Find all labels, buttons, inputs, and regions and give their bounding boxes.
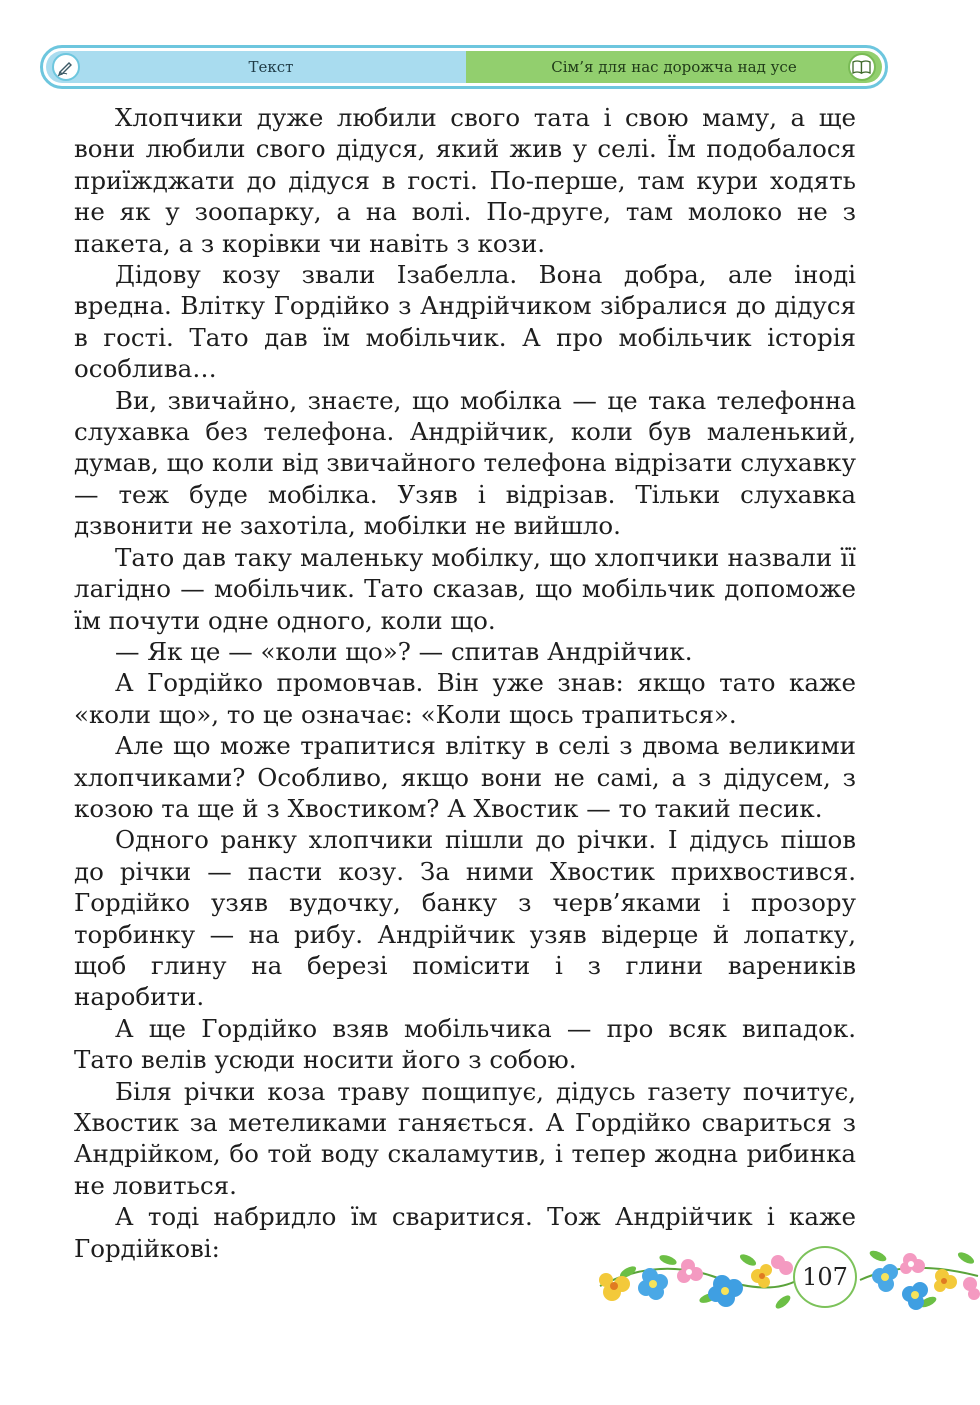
paragraph: А Гордійко промовчав. Він уже знав: якщо тато каже «коли що», то це означає: «Коли щось трапиться». — [74, 668, 856, 729]
section-label: Текст — [248, 58, 294, 76]
paragraph: Тато дав таку маленьку мобілку, що хлопчики назвали її лагідно — мобільчик. Тато сказав, що мобільчик допоможе їм почути одне одного, коли що. — [74, 542, 856, 635]
paragraph: Біля річки коза траву пощипує, дідусь газету почитує, Хвостик за метеликами ганяється. А Гордійко свариться з Андрійком, бо той воду скаламутив, і тепер жодна рибинка не ловиться. — [74, 1076, 856, 1200]
book-icon — [848, 53, 876, 81]
paragraph: — Як це — «коли що»? — спитав Андрійчик. — [115, 636, 693, 666]
story-text — [74, 102, 856, 1264]
paragraph: Дідову козу звали Ізабелла. Вона добра, але іноді вредна. Влітку Гордійко з Андрійчиком зібралися до дідуся в гості. Тато дав їм мобільчик. А про мобільчик історія особлива… — [74, 260, 856, 384]
header-chapter-tab — [466, 51, 882, 83]
flower-garland-icon — [598, 1236, 980, 1322]
paragraph: Одного ранку хлопчики пішли до річки. І дідусь пішов до річки — пасти козу. За ними Хвостик прихвостився. Гордійко узяв вудочку, банку з черв’яками і прозору торбинку — на рибу. Андрійчик узяв відерце й лопатку, щоб глину на березі помісити і з глини вареників наробити. — [74, 825, 856, 1012]
paragraph: Хлопчики дуже любили свого тата і свою маму, а ще вони любили свого дідуся, який жив у селі. Їм подобалося приїжджати до дідуся в гості. По-перше, там кури ходять не як у зоопарку, а на волі. По-друге, там молоко не з пакета, а з корівки чи навіть з кози. — [74, 103, 856, 258]
paragraph: Ви, звичайно, знаєте, що мобілка — це така телефонна слухавка без телефона. Андрійчик, коли був маленький, думав, що коли від звичайного телефона відрізати слухавку — теж буде мобілка. Узяв і відрізав. Тільки слухавка дзвонити не захотіла, мобілки не вийшло. — [74, 385, 856, 541]
paragraph: А тоді набридло їм сваритися. Тож Андрійчик і каже Гордійкові: — [74, 1202, 856, 1263]
chapter-title: Сім’я для нас дорожча над усе — [551, 58, 797, 76]
header-section-tab — [46, 51, 466, 83]
pen-icon — [52, 53, 80, 81]
page-header — [40, 45, 888, 89]
page-number: 107 — [793, 1246, 857, 1308]
paragraph: Але що може трапитися влітку в селі з двома великими хлопчиками? Особливо, якщо вони не самі, а з дідусем, з козою та ще й з Хвостиком? А Хвостик — то такий песик. — [74, 731, 856, 823]
paragraph: А ще Гордійко взяв мобільчика — про всяк випадок. Тато велів усюди носити його з собою. — [74, 1013, 856, 1075]
